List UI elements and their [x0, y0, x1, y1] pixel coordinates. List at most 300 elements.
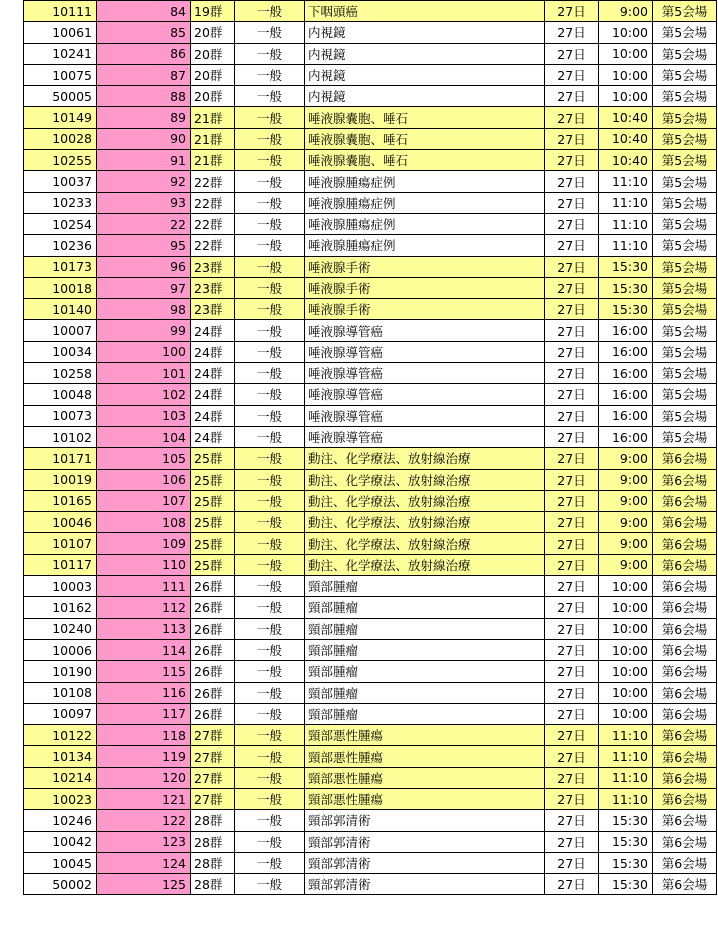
time-cell: 11:10: [599, 725, 653, 746]
abstract-id-cell: 10102: [24, 426, 97, 447]
presentation-number-cell: 108: [97, 512, 191, 533]
table-row: [24, 874, 717, 895]
venue-cell: 第5会場: [653, 320, 717, 341]
day-cell: 27日: [545, 448, 599, 469]
venue-cell: 第6会場: [653, 703, 717, 724]
presentation-number-cell: 88: [97, 86, 191, 107]
table-row: [24, 64, 717, 85]
category-cell: 一般: [235, 512, 305, 533]
table-row: [24, 107, 717, 128]
category-cell: 一般: [235, 703, 305, 724]
category-cell: 一般: [235, 341, 305, 362]
time-cell: 9:00: [599, 448, 653, 469]
table-row: [24, 639, 717, 660]
venue-cell: 第5会場: [653, 341, 717, 362]
presentation-number-cell: 109: [97, 533, 191, 554]
group-cell: 26群: [191, 703, 235, 724]
abstract-id-cell: 10007: [24, 320, 97, 341]
time-cell: 10:00: [599, 22, 653, 43]
category-cell: 一般: [235, 874, 305, 895]
topic-cell: 内視鏡: [305, 86, 545, 107]
presentation-number-cell: 124: [97, 852, 191, 873]
group-cell: 24群: [191, 341, 235, 362]
category-cell: 一般: [235, 746, 305, 767]
table-row: [24, 852, 717, 873]
abstract-id-cell: 10034: [24, 341, 97, 362]
abstract-id-cell: 10006: [24, 639, 97, 660]
table-row: [24, 277, 717, 298]
presentation-number-cell: 103: [97, 405, 191, 426]
group-cell: 25群: [191, 490, 235, 511]
table-row: [24, 448, 717, 469]
abstract-id-cell: 10061: [24, 22, 97, 43]
venue-cell: 第6会場: [653, 512, 717, 533]
abstract-id-cell: 10255: [24, 150, 97, 171]
table-row: [24, 725, 717, 746]
table-body: [24, 1, 717, 895]
category-cell: 一般: [235, 448, 305, 469]
day-cell: 27日: [545, 788, 599, 809]
venue-cell: 第5会場: [653, 363, 717, 384]
venue-cell: 第6会場: [653, 448, 717, 469]
presentation-number-cell: 107: [97, 490, 191, 511]
presentation-number-cell: 101: [97, 363, 191, 384]
category-cell: 一般: [235, 320, 305, 341]
presentation-number-cell: 121: [97, 788, 191, 809]
table-row: [24, 746, 717, 767]
abstract-id-cell: 10122: [24, 725, 97, 746]
category-cell: 一般: [235, 618, 305, 639]
abstract-id-cell: 10045: [24, 852, 97, 873]
table-row: [24, 341, 717, 362]
topic-cell: 動注、化学療法、放射線治療: [305, 469, 545, 490]
day-cell: 27日: [545, 576, 599, 597]
time-cell: 11:10: [599, 788, 653, 809]
category-cell: 一般: [235, 639, 305, 660]
venue-cell: 第5会場: [653, 384, 717, 405]
abstract-id-cell: 10240: [24, 618, 97, 639]
day-cell: 27日: [545, 384, 599, 405]
category-cell: 一般: [235, 107, 305, 128]
presentation-number-cell: 125: [97, 874, 191, 895]
presentation-number-cell: 102: [97, 384, 191, 405]
venue-cell: 第6会場: [653, 490, 717, 511]
venue-cell: 第6会場: [653, 597, 717, 618]
day-cell: 27日: [545, 852, 599, 873]
presentation-number-cell: 90: [97, 128, 191, 149]
venue-cell: 第6会場: [653, 554, 717, 575]
time-cell: 9:00: [599, 490, 653, 511]
venue-cell: 第5会場: [653, 43, 717, 64]
venue-cell: 第6会場: [653, 661, 717, 682]
time-cell: 11:10: [599, 746, 653, 767]
presentation-number-cell: 123: [97, 831, 191, 852]
table-row: [24, 469, 717, 490]
category-cell: 一般: [235, 597, 305, 618]
topic-cell: 頸部郭清術: [305, 810, 545, 831]
group-cell: 28群: [191, 831, 235, 852]
presentation-number-cell: 97: [97, 277, 191, 298]
abstract-id-cell: 10111: [24, 1, 97, 22]
topic-cell: 唾液腺手術: [305, 256, 545, 277]
time-cell: 10:00: [599, 86, 653, 107]
time-cell: 15:30: [599, 831, 653, 852]
day-cell: 27日: [545, 426, 599, 447]
group-cell: 26群: [191, 682, 235, 703]
category-cell: 一般: [235, 788, 305, 809]
category-cell: 一般: [235, 213, 305, 234]
abstract-id-cell: 10149: [24, 107, 97, 128]
group-cell: 27群: [191, 725, 235, 746]
table-row: [24, 703, 717, 724]
venue-cell: 第6会場: [653, 810, 717, 831]
category-cell: 一般: [235, 852, 305, 873]
day-cell: 27日: [545, 213, 599, 234]
category-cell: 一般: [235, 150, 305, 171]
topic-cell: 唾液腺導管癌: [305, 363, 545, 384]
abstract-id-cell: 10048: [24, 384, 97, 405]
presentation-number-cell: 104: [97, 426, 191, 447]
day-cell: 27日: [545, 682, 599, 703]
table-row: [24, 533, 717, 554]
group-cell: 20群: [191, 64, 235, 85]
group-cell: 26群: [191, 661, 235, 682]
group-cell: 26群: [191, 576, 235, 597]
group-cell: 25群: [191, 554, 235, 575]
abstract-id-cell: 10140: [24, 299, 97, 320]
group-cell: 22群: [191, 235, 235, 256]
abstract-id-cell: 10108: [24, 682, 97, 703]
venue-cell: 第5会場: [653, 277, 717, 298]
day-cell: 27日: [545, 320, 599, 341]
presentation-number-cell: 93: [97, 192, 191, 213]
group-cell: 22群: [191, 213, 235, 234]
abstract-id-cell: 10073: [24, 405, 97, 426]
venue-cell: 第5会場: [653, 426, 717, 447]
presentation-number-cell: 114: [97, 639, 191, 660]
group-cell: 22群: [191, 171, 235, 192]
table-row: [24, 192, 717, 213]
category-cell: 一般: [235, 810, 305, 831]
day-cell: 27日: [545, 874, 599, 895]
venue-cell: 第6会場: [653, 618, 717, 639]
day-cell: 27日: [545, 150, 599, 171]
time-cell: 10:40: [599, 150, 653, 171]
presentation-number-cell: 87: [97, 64, 191, 85]
presentation-number-cell: 117: [97, 703, 191, 724]
abstract-id-cell: 10023: [24, 788, 97, 809]
group-cell: 20群: [191, 86, 235, 107]
day-cell: 27日: [545, 405, 599, 426]
category-cell: 一般: [235, 363, 305, 384]
day-cell: 27日: [545, 86, 599, 107]
table-row: [24, 788, 717, 809]
group-cell: 28群: [191, 874, 235, 895]
group-cell: 21群: [191, 150, 235, 171]
venue-cell: 第5会場: [653, 86, 717, 107]
topic-cell: 唾液腺導管癌: [305, 405, 545, 426]
table-row: [24, 22, 717, 43]
topic-cell: 内視鏡: [305, 22, 545, 43]
category-cell: 一般: [235, 533, 305, 554]
presentation-number-cell: 22: [97, 213, 191, 234]
day-cell: 27日: [545, 171, 599, 192]
table-row: [24, 1, 717, 22]
table-row: [24, 554, 717, 575]
abstract-id-cell: 10134: [24, 746, 97, 767]
time-cell: 11:10: [599, 235, 653, 256]
topic-cell: 頸部悪性腫瘍: [305, 767, 545, 788]
venue-cell: 第6会場: [653, 767, 717, 788]
topic-cell: 動注、化学療法、放射線治療: [305, 490, 545, 511]
time-cell: 15:30: [599, 852, 653, 873]
presentation-number-cell: 118: [97, 725, 191, 746]
day-cell: 27日: [545, 192, 599, 213]
venue-cell: 第5会場: [653, 405, 717, 426]
venue-cell: 第5会場: [653, 171, 717, 192]
topic-cell: 唾液腺導管癌: [305, 426, 545, 447]
day-cell: 27日: [545, 533, 599, 554]
venue-cell: 第6会場: [653, 725, 717, 746]
presentation-number-cell: 100: [97, 341, 191, 362]
group-cell: 24群: [191, 405, 235, 426]
abstract-id-cell: 10075: [24, 64, 97, 85]
abstract-id-cell: 10258: [24, 363, 97, 384]
table-row: [24, 256, 717, 277]
table-row: [24, 43, 717, 64]
day-cell: 27日: [545, 554, 599, 575]
topic-cell: 唾液腺嚢胞、唾石: [305, 107, 545, 128]
schedule-table: [23, 0, 717, 895]
category-cell: 一般: [235, 86, 305, 107]
abstract-id-cell: 10019: [24, 469, 97, 490]
day-cell: 27日: [545, 746, 599, 767]
presentation-number-cell: 91: [97, 150, 191, 171]
venue-cell: 第5会場: [653, 256, 717, 277]
group-cell: 26群: [191, 618, 235, 639]
category-cell: 一般: [235, 277, 305, 298]
day-cell: 27日: [545, 43, 599, 64]
venue-cell: 第5会場: [653, 1, 717, 22]
presentation-number-cell: 96: [97, 256, 191, 277]
abstract-id-cell: 10171: [24, 448, 97, 469]
abstract-id-cell: 10190: [24, 661, 97, 682]
day-cell: 27日: [545, 703, 599, 724]
abstract-id-cell: 50005: [24, 86, 97, 107]
abstract-id-cell: 10233: [24, 192, 97, 213]
table-row: [24, 213, 717, 234]
time-cell: 10:00: [599, 618, 653, 639]
table-row: [24, 597, 717, 618]
time-cell: 10:40: [599, 107, 653, 128]
time-cell: 16:00: [599, 341, 653, 362]
topic-cell: 頸部腫瘤: [305, 576, 545, 597]
time-cell: 9:00: [599, 554, 653, 575]
topic-cell: 頸部悪性腫瘍: [305, 746, 545, 767]
venue-cell: 第6会場: [653, 852, 717, 873]
presentation-number-cell: 84: [97, 1, 191, 22]
time-cell: 10:00: [599, 597, 653, 618]
table-row: [24, 128, 717, 149]
group-cell: 27群: [191, 788, 235, 809]
table-row: [24, 405, 717, 426]
time-cell: 16:00: [599, 405, 653, 426]
time-cell: 10:00: [599, 576, 653, 597]
category-cell: 一般: [235, 384, 305, 405]
day-cell: 27日: [545, 512, 599, 533]
day-cell: 27日: [545, 1, 599, 22]
presentation-number-cell: 119: [97, 746, 191, 767]
day-cell: 27日: [545, 341, 599, 362]
topic-cell: 頸部腫瘤: [305, 618, 545, 639]
time-cell: 16:00: [599, 320, 653, 341]
venue-cell: 第5会場: [653, 192, 717, 213]
topic-cell: 唾液腺嚢胞、唾石: [305, 150, 545, 171]
category-cell: 一般: [235, 682, 305, 703]
time-cell: 11:10: [599, 213, 653, 234]
abstract-id-cell: 10241: [24, 43, 97, 64]
abstract-id-cell: 10003: [24, 576, 97, 597]
group-cell: 19群: [191, 1, 235, 22]
topic-cell: 唾液腺導管癌: [305, 341, 545, 362]
venue-cell: 第5会場: [653, 299, 717, 320]
category-cell: 一般: [235, 43, 305, 64]
presentation-number-cell: 85: [97, 22, 191, 43]
time-cell: 11:10: [599, 171, 653, 192]
presentation-number-cell: 89: [97, 107, 191, 128]
day-cell: 27日: [545, 831, 599, 852]
venue-cell: 第6会場: [653, 639, 717, 660]
group-cell: 24群: [191, 363, 235, 384]
group-cell: 23群: [191, 299, 235, 320]
time-cell: 10:00: [599, 639, 653, 660]
presentation-number-cell: 115: [97, 661, 191, 682]
presentation-number-cell: 113: [97, 618, 191, 639]
table-row: [24, 831, 717, 852]
group-cell: 24群: [191, 426, 235, 447]
category-cell: 一般: [235, 128, 305, 149]
topic-cell: 唾液腺手術: [305, 299, 545, 320]
group-cell: 27群: [191, 767, 235, 788]
time-cell: 9:00: [599, 1, 653, 22]
category-cell: 一般: [235, 256, 305, 277]
time-cell: 15:30: [599, 277, 653, 298]
venue-cell: 第5会場: [653, 64, 717, 85]
venue-cell: 第5会場: [653, 150, 717, 171]
day-cell: 27日: [545, 363, 599, 384]
group-cell: 24群: [191, 320, 235, 341]
group-cell: 28群: [191, 810, 235, 831]
day-cell: 27日: [545, 767, 599, 788]
abstract-id-cell: 10173: [24, 256, 97, 277]
presentation-number-cell: 112: [97, 597, 191, 618]
table-row: [24, 384, 717, 405]
category-cell: 一般: [235, 554, 305, 575]
time-cell: 16:00: [599, 363, 653, 384]
table-row: [24, 490, 717, 511]
presentation-number-cell: 110: [97, 554, 191, 575]
presentation-number-cell: 99: [97, 320, 191, 341]
table-row: [24, 682, 717, 703]
day-cell: 27日: [545, 618, 599, 639]
topic-cell: 内視鏡: [305, 64, 545, 85]
abstract-id-cell: 10037: [24, 171, 97, 192]
group-cell: 21群: [191, 107, 235, 128]
presentation-number-cell: 95: [97, 235, 191, 256]
category-cell: 一般: [235, 426, 305, 447]
time-cell: 9:00: [599, 533, 653, 554]
abstract-id-cell: 10018: [24, 277, 97, 298]
group-cell: 20群: [191, 43, 235, 64]
abstract-id-cell: 10097: [24, 703, 97, 724]
day-cell: 27日: [545, 469, 599, 490]
topic-cell: 唾液腺手術: [305, 277, 545, 298]
table-row: [24, 512, 717, 533]
venue-cell: 第6会場: [653, 831, 717, 852]
topic-cell: 頸部腫瘤: [305, 597, 545, 618]
time-cell: 15:30: [599, 299, 653, 320]
table-row: [24, 576, 717, 597]
day-cell: 27日: [545, 810, 599, 831]
abstract-id-cell: 50002: [24, 874, 97, 895]
time-cell: 10:00: [599, 43, 653, 64]
presentation-number-cell: 122: [97, 810, 191, 831]
topic-cell: 唾液腺導管癌: [305, 320, 545, 341]
category-cell: 一般: [235, 490, 305, 511]
topic-cell: 下咽頭癌: [305, 1, 545, 22]
table-row: [24, 363, 717, 384]
topic-cell: 頸部腫瘤: [305, 661, 545, 682]
day-cell: 27日: [545, 639, 599, 660]
day-cell: 27日: [545, 299, 599, 320]
group-cell: 20群: [191, 22, 235, 43]
category-cell: 一般: [235, 235, 305, 256]
topic-cell: 頸部郭清術: [305, 852, 545, 873]
table-row: [24, 150, 717, 171]
topic-cell: 頸部腫瘤: [305, 639, 545, 660]
presentation-number-cell: 120: [97, 767, 191, 788]
group-cell: 28群: [191, 852, 235, 873]
day-cell: 27日: [545, 597, 599, 618]
topic-cell: 唾液腺腫瘍症例: [305, 171, 545, 192]
category-cell: 一般: [235, 469, 305, 490]
table-row: [24, 86, 717, 107]
day-cell: 27日: [545, 256, 599, 277]
day-cell: 27日: [545, 725, 599, 746]
time-cell: 16:00: [599, 426, 653, 447]
category-cell: 一般: [235, 661, 305, 682]
abstract-id-cell: 10046: [24, 512, 97, 533]
table-row: [24, 320, 717, 341]
category-cell: 一般: [235, 831, 305, 852]
category-cell: 一般: [235, 22, 305, 43]
venue-cell: 第5会場: [653, 128, 717, 149]
group-cell: 26群: [191, 597, 235, 618]
abstract-id-cell: 10028: [24, 128, 97, 149]
category-cell: 一般: [235, 64, 305, 85]
topic-cell: 頸部郭清術: [305, 831, 545, 852]
topic-cell: 頸部腫瘤: [305, 703, 545, 724]
group-cell: 25群: [191, 469, 235, 490]
group-cell: 22群: [191, 192, 235, 213]
time-cell: 9:00: [599, 512, 653, 533]
time-cell: 10:00: [599, 682, 653, 703]
time-cell: 15:30: [599, 874, 653, 895]
category-cell: 一般: [235, 192, 305, 213]
day-cell: 27日: [545, 128, 599, 149]
time-cell: 15:30: [599, 256, 653, 277]
day-cell: 27日: [545, 661, 599, 682]
